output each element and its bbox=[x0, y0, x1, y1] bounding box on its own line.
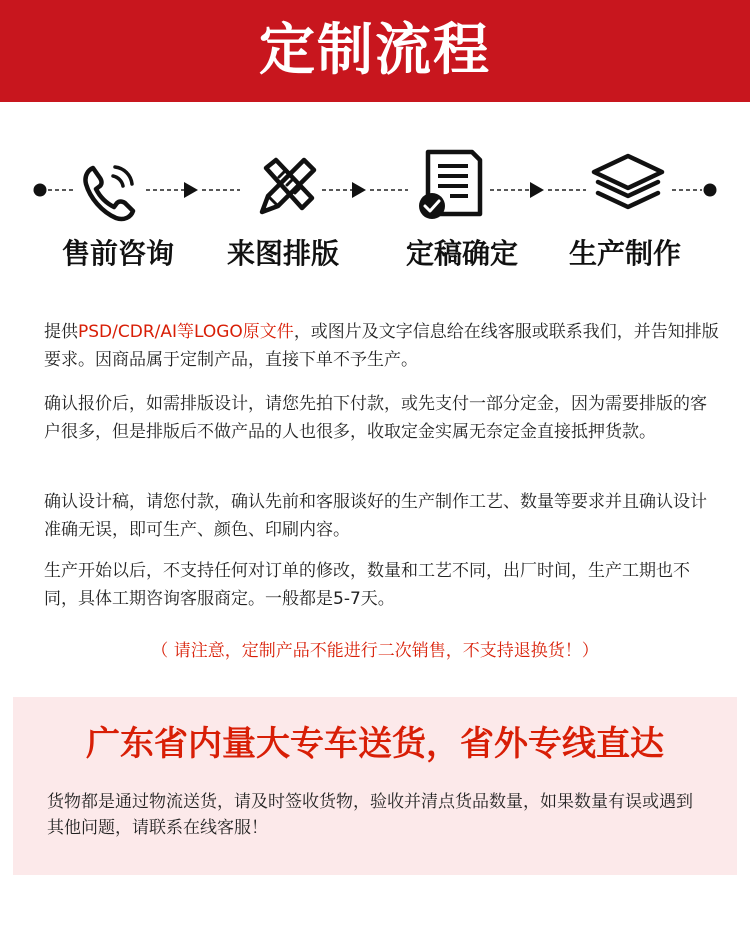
shipping-title: 广东省内量大专车送货，省外专线直达 bbox=[86, 724, 664, 764]
info-paragraph-files bbox=[44, 318, 720, 374]
process-flow bbox=[0, 120, 750, 290]
file-formats-highlight: PSD/CDR/AI等LOGO原文件 bbox=[78, 322, 294, 342]
page-title: 定制流程 bbox=[259, 18, 491, 83]
info-paragraph-production: 生产开始以后，不支持任何对订单的修改，数量和工艺不同，出厂时间，生产工期也不同，具体工期咨询客服商定。一般都是5-7天。 bbox=[44, 561, 690, 609]
stacked-layers-icon bbox=[594, 156, 662, 207]
step-label-consult: 售前咨询 bbox=[61, 237, 174, 270]
shipping-text: 货物都是通过物流送货，请及时签收货物，验收并清点货品数量，如果数量有误或遇到其他问题，请联系在线客服！ bbox=[47, 792, 693, 838]
step-label-confirm: 定稿确定 bbox=[405, 237, 518, 270]
info-paragraph-deposit: 确认报价后，如需排版设计，请您先拍下付款，或先支付一部分定金，因为需要排版的客户很多，但是排版后不做产品的人也很多，收取定金实属无奈定金直接抵押货款。 bbox=[44, 394, 707, 442]
info-paragraph-payment: 确认设计稿，请您付款，确认先前和客服谈好的生产制作工艺、数量等要求并且确认设计准确无误，即可生产、颜色、印刷内容。 bbox=[44, 492, 707, 540]
shipping-panel bbox=[13, 697, 737, 875]
phone-icon bbox=[85, 167, 133, 219]
flow-arrow bbox=[184, 182, 198, 198]
flow-start-dot bbox=[34, 184, 47, 197]
flow-graphic bbox=[0, 120, 750, 230]
flow-arrow bbox=[352, 182, 366, 198]
document-check-icon bbox=[419, 152, 480, 219]
no-return-notice: （ 请注意，定制产品不能进行二次销售，不支持退换货！） bbox=[151, 641, 599, 661]
flow-arrow bbox=[530, 182, 544, 198]
step-label-production: 生产制作 bbox=[568, 237, 681, 270]
pencil-ruler-icon bbox=[262, 160, 314, 212]
header-banner bbox=[0, 0, 750, 102]
step-label-layout: 来图排版 bbox=[226, 237, 339, 270]
info-p1-rest: ，或图片及文字信息给在线客服或联系我们，并告知排版要求。因商品属于定制产品，直接下单不予生产。 bbox=[44, 322, 719, 370]
info-p1-lead: 提供 bbox=[44, 322, 78, 342]
flow-end-dot bbox=[704, 184, 717, 197]
